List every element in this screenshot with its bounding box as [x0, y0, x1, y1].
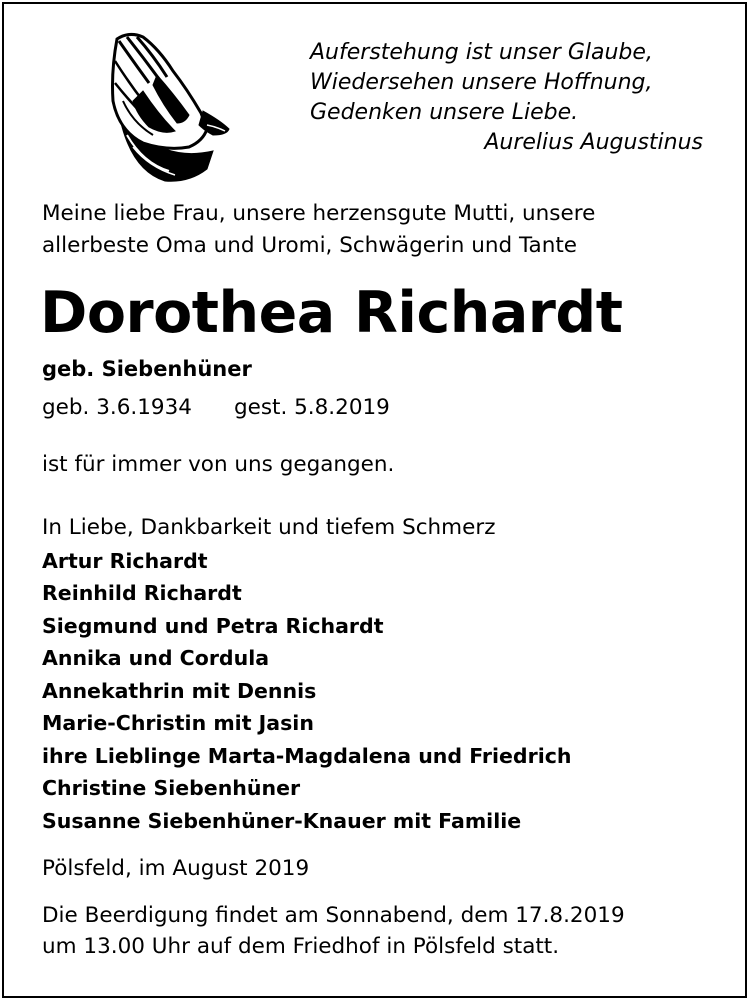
- quote-author: Aurelius Augustinus: [484, 130, 703, 155]
- mourner-name: Siegmund und Petra Richardt: [42, 613, 384, 638]
- mourner-name: ihre Lieblinge Marta-Magdalena und Friedrich: [42, 743, 572, 768]
- quote-line: Wiedersehen unsere Hoffnung,: [310, 70, 653, 95]
- funeral-line: um 13.00 Uhr auf dem Friedhof in Pölsfeld statt.: [42, 934, 560, 959]
- quote-block: [310, 38, 730, 158]
- birth-date: geb. 3.6.1934: [42, 395, 192, 420]
- mourner-name: Susanne Siebenhüner-Knauer mit Familie: [42, 808, 522, 833]
- mourner-name: Annika und Cordula: [42, 646, 270, 670]
- funeral-line: Die Beerdigung findet am Sonnabend, dem 17.8.2019: [42, 903, 625, 928]
- praying-hands-icon: [103, 31, 237, 183]
- mourner-name: Artur Richardt: [42, 548, 208, 573]
- mourner-name: Annekathrin mit Dennis: [42, 678, 317, 703]
- mourner-name: Christine Siebenhüner: [42, 776, 301, 800]
- mourners-lead: In Liebe, Dankbarkeit und tiefem Schmerz: [42, 515, 496, 540]
- passed-text: ist für immer von uns gegangen.: [42, 452, 395, 477]
- intro-text: [42, 198, 722, 262]
- death-date: gest. 5.8.2019: [233, 395, 390, 420]
- intro-line: Meine liebe Frau, unsere herzensgute Mutti, unsere: [42, 201, 596, 226]
- life-dates: [42, 395, 390, 420]
- mourners-block: [42, 512, 572, 837]
- quote-line: Gedenken unsere Liebe.: [310, 100, 579, 125]
- mourner-name: Reinhild Richardt: [42, 581, 242, 605]
- intro-line: allerbeste Oma und Uromi, Schwägerin und Tante: [42, 233, 577, 258]
- mourner-name: Marie-Christin mit Jasin: [42, 711, 314, 735]
- deceased-name: Dorothea Richardt: [40, 280, 623, 346]
- funeral-info: [42, 900, 625, 962]
- quote-line: Auferstehung ist unser Glaube,: [310, 40, 653, 65]
- maiden-name: geb. Siebenhüner: [42, 357, 252, 381]
- place-date: Pölsfeld, im August 2019: [42, 856, 310, 881]
